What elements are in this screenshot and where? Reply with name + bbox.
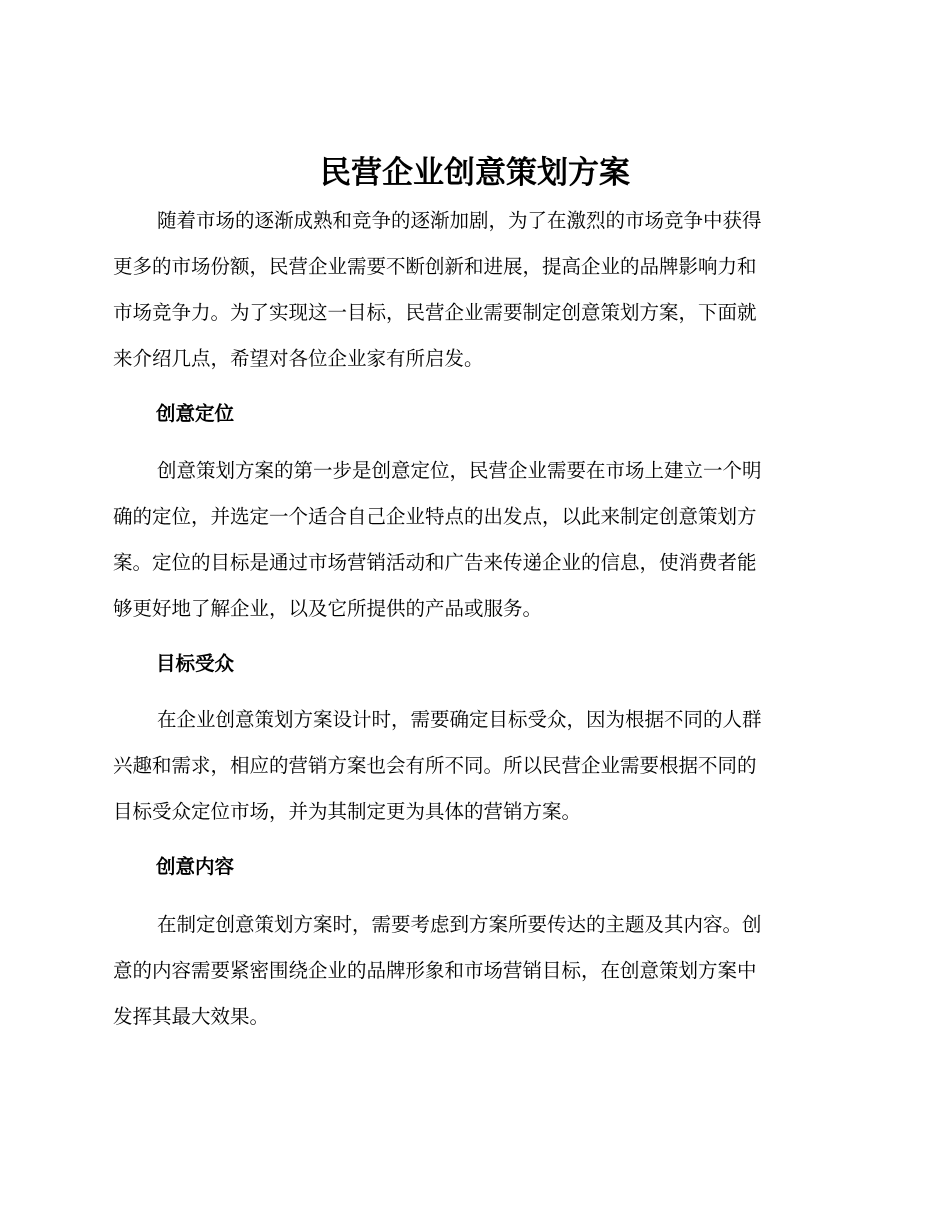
section-heading-positioning: 创意定位	[156, 402, 235, 425]
paragraph-line: 在企业创意策划方案设计时，需要确定目标受众，因为根据不同的人群	[157, 708, 762, 731]
paragraph-line: 市场竞争力。为了实现这一目标，民营企业需要制定创意策划方案，下面就	[113, 301, 757, 324]
section-paragraph-audience	[113, 697, 833, 835]
paragraph-line: 在制定创意策划方案时，需要考虑到方案所要传达的主题及其内容。创	[157, 913, 762, 936]
paragraph-line: 够更好地了解企业，以及它所提供的产品或服务。	[113, 597, 543, 620]
paragraph-line: 随着市场的逐渐成熟和竞争的逐渐加剧，为了在激烈的市场竞争中获得	[157, 209, 762, 232]
paragraph-line: 发挥其最大效果。	[113, 1005, 270, 1028]
paragraph-line: 目标受众定位市场，并为其制定更为具体的营销方案。	[113, 800, 582, 823]
section-paragraph-content	[113, 902, 833, 1040]
paragraph-line: 兴趣和需求，相应的营销方案也会有所不同。所以民营企业需要根据不同的	[113, 754, 757, 777]
section-heading-content: 创意内容	[156, 855, 235, 878]
paragraph-line: 案。定位的目标是通过市场营销活动和广告来传递企业的信息，使消费者能	[113, 551, 757, 574]
paragraph-line: 意的内容需要紧密围绕企业的品牌形象和市场营销目标，在创意策划方案中	[113, 959, 757, 982]
paragraph-line: 来介绍几点，希望对各位企业家有所启发。	[113, 347, 484, 370]
section-heading-audience: 目标受众	[156, 652, 235, 675]
intro-paragraph	[113, 198, 833, 382]
section-paragraph-positioning	[113, 448, 833, 632]
paragraph-line: 确的定位，并选定一个适合自己企业特点的出发点，以此来制定创意策划方	[113, 505, 757, 528]
paragraph-line: 创意策划方案的第一步是创意定位，民营企业需要在市场上建立一个明	[157, 459, 762, 482]
document-title: 民营企业创意策划方案	[320, 155, 630, 191]
paragraph-line: 更多的市场份额，民营企业需要不断创新和进展，提高企业的品牌影响力和	[113, 255, 757, 278]
